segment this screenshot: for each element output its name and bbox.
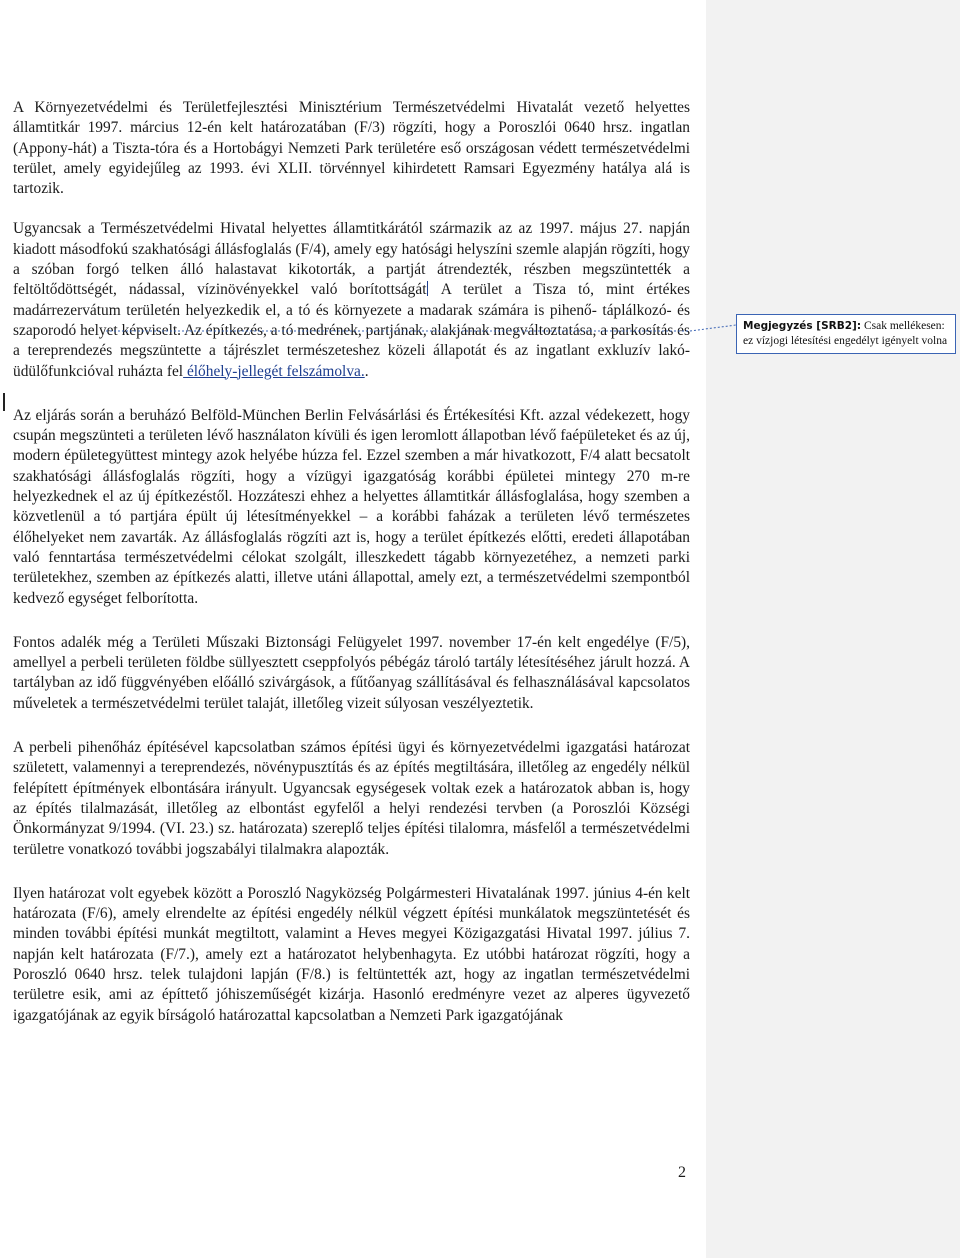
paragraph-2-part-a: Ugyancsak a Természetvédelmi Hivatal helyettes államtitkárától származik az az 1997. május 27. napján kiadott másodfokú szakhatósági állásfoglalás (F/4), amely egy hatósági helyszíni szemle alapján rögzíti, hogy a szóban forgó telken álló halastavat kikotorták, a partját átrendezték, részben megszüntették a feltöltődöttségét, nádassal, vízinövényekkel való borítottságát: [13, 220, 690, 299]
paragraph-6: Ilyen határozat volt egyebek között a Poroszló Nagyközség Polgármesteri Hivatalának 1997. június 4-én kelt határozata (F/6), amely elrendelte az építési engedély nélkül végzett építési munkálatok megszüntetését és minden további építési munkát megtiltott, valamint a Heves megyei Közigazgatási Hivatal 1997. július 7. napján kelt határozata (F/7.), amely ezt a határozatot helybenhagyta. Ez utóbbi határozat rögzíti, hogy a Poroszló 0640 hrsz. telek tulajdoni lapján (F/8.) is feltüntették azt, hogy az ingatlan természetvédelmi területre esik, ami az építtető jóhiszeműségét kizárja. Hasonló eredményre vezet az alperes ügyvezető igazgatójának az egyik bírságoló határozattal kapcsolatban a Nemzeti Park igazgatójának: [13, 884, 690, 1024]
paragraph-4: Fontos adalék még a Területi Műszaki Biztonsági Felügyelet 1997. november 17-én kelt engedélye (F/5), amellyel a perbeli területen földbe süllyesztett cseppfolyós pébégáz tároló tartály létesítéséhez járult hozzá. A tartályban az idő függvényében előálló szivárgások, a fűtőanyag szállításával és felhasználásával kapcsolatos műveletek a természetvédelmi terület talaját, illetőleg vizeit súlyosan veszélyeztetik.: [13, 633, 690, 712]
comment-margin-pane: [706, 0, 960, 1258]
paragraph-5: A perbeli pihenőház építésével kapcsolatban számos építési ügyi és környezetvédelmi igazgatási határozat született, valamennyi a tereprendezés, növénypusztítás és az építés megtiltására, illetőleg az engedély nélkül felépített építmények elbontására irányult. Ugyancsak egységesek voltak ezek a határozatok abban is, hogy az építés tilalmazását, illetőleg az elbontást egyfelől a helyi rendezési tervben (a Poroszlói Községi Önkormányzat 9/1994. (VI. 23.) sz. határozata) szereplő teljes építési tilalomra, másfelől a természetvédelmi területre vonatkozó további jogszabályi tilalmakra alapozták.: [13, 739, 690, 858]
comment-text: Csak mellékesen: ez vízjogi létesítési engedélyt igényelt volna: [743, 320, 948, 347]
paragraph-2-end: .: [364, 362, 369, 380]
paragraph-2: [13, 219, 690, 381]
page-number: 2: [678, 1164, 686, 1181]
comment-label: Megjegyzés [SRB2]:: [743, 320, 862, 332]
document-body: [13, 98, 690, 1050]
tracked-insertion[interactable]: élőhely-jellegét felszámolva.: [183, 362, 365, 380]
revision-change-bar: [3, 393, 5, 411]
comment-balloon[interactable]: [736, 314, 956, 354]
paragraph-3: Az eljárás során a beruházó Belföld-München Berlin Felvásárlási és Értékesítési Kft. azzal védekezett, hogy csupán megszünteti a területen lévő használaton kívüli és igen leromlott állapotban lévő faépületeket és az új, modern épületegyüttest mintegy azok helyébe húzza fel. Ezzel szemben a már hivatkozott, F/4 alatt becsatolt szakhatósági állásfoglalás rögzíti, hogy a vízügyi igazgatóság korábbi épületei mintegy 270 m-re helyezkednek el az új építkezéstől. Hozzáteszi ehhez a helyettes államtitkár állásfoglalása, hogy szemben a közvetlenül a tó partjára épült új létesítményekkel – a korábbi faházak a területen lévő természetes élőhelyeket nem zavarták. Az állásfoglalás rögzíti azt is, hogy a terület építkezés előtti, eredeti állapotában való fenntartása természetvédelmi célokat szolgált, illeszkedett tágabb környezetéhez, a nemzeti parki területekhez, szemben az építkezés alatti, illetve utáni állapottal, amely ezt, a természetvédelmi szempontból kedvező egységet felborította.: [13, 406, 690, 607]
paragraph-1: A Környezetvédelmi és Területfejlesztési Minisztérium Természetvédelmi Hivatalát vezető helyettes államtitkár 1997. március 12-én kelt határozatában (F/3) rögzíti, hogy a Poroszlói 0640 hrsz. ingatlan (Appony-hát) a Tiszta-tóra és a Hortobágyi Nemzeti Park területére eső országosan védett természetvédelmi terület, amely egyidejűleg az 1993. évi XLII. törvénnyel kihirdetett Ramsari Egyezmény hatálya alá is tartozik.: [13, 99, 690, 198]
paragraph-2-part-b: A terület a Tisza tó, mint értékes madárrezervátum területén helyezkedik el, a tó és környezete a madarak számára is pihenő- táplálkozó- és szaporodó helyet képviselt. Az építkezés, a tó medrének, partjának, alakjának megváltoztatása, a parkosítás és a tereprendezés megszüntette a tájrészlet természeteshez közeli állapotát és az ingatlant exkluzív lakó-üdülőfunkcióval ruházta fel: [13, 281, 690, 380]
